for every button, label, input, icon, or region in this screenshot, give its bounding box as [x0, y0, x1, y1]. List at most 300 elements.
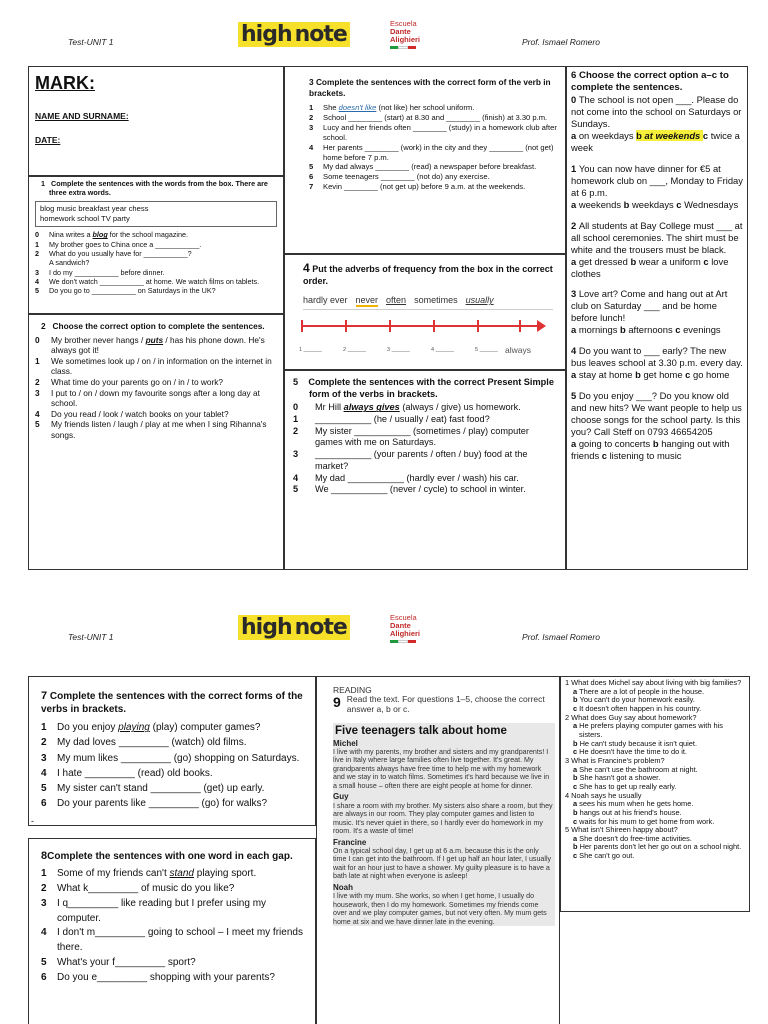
header2-test-unit: Test-UNIT 1 [68, 632, 114, 642]
text-span: waits for his mum to get home from work. [579, 816, 715, 826]
text-span: School ________ (start) at 8.30 and ________ (finish) at 3.30 p.m. [323, 113, 548, 123]
item-number: 1 [35, 355, 40, 366]
adverb-word: usually [465, 295, 494, 306]
option-b [620, 324, 675, 335]
text-span: hangs / [116, 334, 146, 345]
exercise-6 [566, 66, 748, 570]
text-span: Mr Hill [315, 402, 344, 413]
arrow-right-icon [537, 320, 546, 332]
ex6-item [571, 288, 743, 336]
item-text [315, 473, 519, 485]
exercise-5 [284, 370, 566, 570]
exercise-item [293, 484, 559, 496]
exercise-item [309, 113, 557, 123]
item-text [49, 258, 89, 267]
mark-box [28, 66, 284, 176]
person-name: Michel [333, 738, 358, 748]
text-span: b [635, 369, 644, 381]
item-text [315, 414, 490, 426]
item-text [51, 419, 277, 440]
ex4-title: 4 Put the adverbs of frequency from the box in the correct order. [303, 261, 553, 286]
exercise-item [35, 230, 277, 239]
text-span: go home [692, 369, 730, 381]
ex7-items [41, 720, 311, 811]
text-span: The school is not open ___. Please do not come into the school on Saturdays or Sundays. [571, 94, 742, 130]
item-text [57, 897, 311, 927]
text-span: c [685, 369, 693, 381]
item-number: 3 [41, 752, 47, 764]
item-text [315, 484, 526, 496]
exercise-7 [28, 676, 316, 826]
text-span: What's your f_________ sport? [57, 957, 196, 969]
reading-section: READING [333, 685, 372, 695]
text-span: What k_________ of music do you like? [57, 883, 235, 895]
item-number: 2 [41, 883, 47, 895]
text-span: love clothes [571, 255, 729, 279]
exercise-item [41, 926, 311, 956]
text-span: ___________ (he / usually / eat) fast food? [315, 414, 490, 425]
option-a [571, 324, 620, 335]
ex6-options [571, 130, 743, 154]
text-span: Her parents don't let her go out on a school night. [579, 842, 742, 852]
item-text [51, 335, 277, 356]
item-number: 1 [35, 239, 39, 249]
question-list [565, 679, 745, 861]
exercise-3 [284, 66, 566, 254]
item-number: 0 [35, 230, 39, 240]
exercise-9 [316, 676, 560, 1024]
text-span: a [573, 764, 580, 774]
option-a [571, 438, 653, 449]
text-span: b [573, 695, 580, 705]
text-span: c [675, 324, 684, 336]
text-span: c [702, 130, 711, 142]
text-span: b [623, 198, 632, 210]
text-span: c [703, 255, 712, 267]
item-text [57, 796, 267, 811]
text-span: stay at home [578, 369, 636, 381]
exercise-item [35, 286, 277, 295]
item-text [51, 409, 229, 420]
item-text [57, 956, 196, 971]
text-span: Some of my friends can't [57, 868, 170, 880]
text-span: get home [643, 369, 686, 381]
text-span: We sometimes look up / on / in information on the internet in class. [51, 355, 272, 377]
item-number: 4 [35, 408, 40, 419]
item-text [323, 162, 536, 172]
exercise-item [41, 781, 311, 796]
person-name: Francine [333, 837, 367, 847]
ex7-title: 7 Complete the sentences with the correct forms of the verbs in brackets. [41, 690, 303, 716]
text-span: A sandwich? [49, 258, 90, 268]
item-number: 0 [35, 334, 40, 345]
person-text: I live with my mum. She works, so when I get home, I usually do housework, then I do my homework. Sometimes my friends come over and we play computer games, but not very often. My mum gets home at six and we have dinner late in the evening. [333, 892, 547, 926]
exercise-item [41, 971, 311, 986]
text-span: 1 [571, 163, 579, 175]
question [565, 826, 745, 861]
item-number: 3 [309, 122, 314, 132]
exercise-item [293, 402, 559, 414]
option-a [571, 199, 624, 210]
ex8-items [41, 867, 311, 985]
item-number: 2 [35, 377, 40, 388]
text-span: My mum likes _________ (go) shopping on Saturdays. [57, 752, 300, 764]
school-logo-2: Escuela Dante Alighieri [390, 614, 420, 643]
school-logo: Escuela Dante Alighieri [390, 20, 420, 49]
item-number: 2 [293, 425, 299, 436]
item-text [323, 172, 490, 182]
text-span: (not like) her school uniform. [376, 103, 475, 113]
text-span: a [573, 799, 580, 809]
item-text [57, 751, 299, 766]
exercise-item [35, 388, 277, 409]
item-number: 3 [35, 267, 39, 277]
item-text [49, 286, 216, 295]
ex4-scale [301, 319, 551, 359]
text-span: Do you go to ___________ on Saturdays in the UK? [49, 286, 216, 296]
item-number: 4 [35, 277, 39, 287]
text-span: She can't use the bathroom at night. [579, 764, 698, 774]
text-span: Do you e_________ shopping with your parents? [57, 971, 275, 983]
ex6-options [571, 438, 743, 462]
highnote-logo-2: high note [238, 617, 350, 639]
text-span: 5 [571, 390, 579, 402]
exercise-item [309, 172, 557, 182]
item-number: 0 [293, 402, 299, 413]
text-span: listening to music [609, 449, 682, 461]
text-span: I don't m_________ going to school – I meet my friends there. [57, 927, 303, 954]
item-text [49, 249, 192, 258]
item-answer: blog [92, 230, 108, 240]
question [565, 679, 745, 714]
scale-slot: 1 ______ [299, 347, 322, 353]
text-span: My friends listen / laugh / play at me when I sing Rihanna's songs. [51, 419, 267, 441]
option-b [630, 256, 703, 267]
ex2-items [35, 335, 277, 441]
text-span: a [571, 198, 579, 210]
item-text [49, 277, 259, 286]
text-span: You can now have dinner for €5 at homework club on ___, Monday to Friday at 6 p.m. [571, 163, 743, 198]
exercise-item [35, 335, 277, 356]
option-a [571, 369, 635, 380]
exercise-item [35, 356, 277, 377]
exercise-item [309, 162, 557, 172]
option-a [571, 256, 630, 267]
item-text [323, 113, 547, 123]
exercise-item [293, 426, 559, 449]
item-number: 1 [41, 868, 47, 880]
text-span: 2 [571, 219, 579, 231]
text-span: a [571, 369, 579, 381]
item-answer: stand [169, 868, 194, 880]
text-span: c [601, 449, 610, 461]
item-number: 4 [293, 472, 299, 483]
question [565, 714, 745, 757]
exercise-item [41, 867, 311, 882]
text-span: c [573, 703, 580, 713]
exercise-item [293, 473, 559, 485]
exercise-item [35, 409, 277, 420]
text-span: b [630, 255, 639, 267]
text-span: Do you want to ___ early? The new bus leaves school at 3.30 p.m. every day. [571, 345, 743, 369]
item-number: 5 [35, 419, 40, 430]
item-text [51, 377, 223, 388]
person-name: Noah [333, 882, 353, 892]
adverb-word: never [355, 295, 379, 306]
text-span: You can't do your homework easily. [579, 695, 695, 705]
ex1-word-box: blog music breakfast year chess homework school TV party [35, 201, 277, 228]
option-c [676, 199, 738, 210]
item-number: 6 [41, 798, 47, 810]
item-answer: playing [118, 722, 150, 734]
exercise-item [41, 751, 311, 766]
person-name: Guy [333, 792, 349, 802]
ex9-header: 9 Read the text. For questions 1–5, choose the correct answer a, b or c. [333, 694, 545, 714]
adverb-word: hardly ever [303, 295, 348, 306]
text-span: a [571, 324, 579, 336]
exercise-item [35, 249, 277, 258]
question [565, 792, 745, 827]
mark-label: MARK: [35, 73, 95, 93]
item-number: 6 [309, 172, 314, 182]
ex1-title: 1 Complete the sentences with the words from the box. There are three extra words. [41, 179, 268, 198]
text-span: 3 [571, 288, 579, 300]
item-text [323, 143, 557, 163]
item-number: 2 [309, 113, 314, 123]
exercise-item [41, 766, 311, 781]
exercise-item [309, 182, 557, 192]
text-span: mornings [578, 324, 620, 336]
item-number: 4 [309, 142, 314, 152]
text-span: Kevin ________ (not get up) before 9 a.m. at the weekends. [323, 182, 526, 192]
text-span: I hate _________ (read) old books. [57, 767, 213, 779]
text-span: He prefers playing computer games with his sisters. [579, 721, 723, 739]
item-answer: doesn't like [338, 103, 377, 113]
item-answer: puts [145, 334, 164, 345]
text-span: Do you read / look / watch books on your tablet? [51, 408, 229, 419]
item-text [49, 240, 201, 249]
exercise-item [293, 449, 559, 472]
ex6-options [571, 324, 743, 336]
text-span: My dad always ________ (read) a newspaper before breakfast. [323, 162, 537, 172]
text-span: for the school magazine. [107, 230, 189, 240]
ex6-options [571, 369, 743, 381]
text-span: sees his mum when he gets home. [579, 799, 694, 809]
item-text [57, 720, 260, 735]
text-span: She doesn't do free-time activities. [579, 833, 692, 843]
text-span: hanging out with friends [571, 437, 730, 461]
text-span: She can't go out. [579, 851, 635, 861]
reading-text [333, 739, 555, 927]
text-span: a [571, 255, 579, 267]
text-span: What do you usually have for ___________? [49, 248, 192, 258]
text-span: twice a week [571, 130, 740, 154]
item-text [51, 356, 277, 377]
item-text [57, 867, 256, 882]
text-span: a [571, 437, 579, 449]
text-span: / has his phone down. He's always got it! [51, 334, 265, 356]
text-span: My dad ___________ (hardly ever / wash) his car. [315, 472, 519, 483]
item-number: 3 [35, 387, 40, 398]
text-span: wear a uniform [638, 255, 704, 267]
exercise-8 [28, 838, 316, 1024]
text-span: My dad loves _________ (watch) old films. [57, 737, 247, 749]
reading-title: Five teenagers talk about home [333, 723, 555, 739]
item-text [49, 268, 165, 277]
text-span: Do you enjoy ___? Do you know old and new hits? We want people to help us choose songs for the school party. Is this you? Call Steff on 0793 46654205 [571, 390, 742, 437]
exercise-item [293, 414, 559, 426]
ex2-title: 2 Choose the correct option to complete the sentences. [41, 321, 265, 331]
item-text [57, 766, 213, 781]
exercise-item [35, 277, 277, 286]
option-b [624, 199, 677, 210]
item-number: 5 [309, 162, 314, 172]
header2-prof: Prof. Ismael Romero [522, 632, 600, 642]
text-span: b [573, 842, 580, 852]
dash-mark: - [31, 816, 34, 826]
text-span: c [573, 816, 580, 826]
option-c [675, 324, 720, 335]
item-number: 3 [293, 449, 299, 460]
text-span: c [676, 198, 685, 210]
question-text: 3 What is Francine's problem? [565, 755, 665, 765]
item-number: 1 [41, 722, 47, 734]
text-span: (always / give) us homework. [399, 402, 521, 413]
question-text: 2 What does Guy say about homework? [565, 712, 697, 722]
ex3-title: 3 Complete the sentences with the correct form of the verb in brackets. [309, 77, 551, 98]
text-span: a [571, 130, 579, 142]
exercise-item [41, 956, 311, 971]
text-span: Wednesdays [684, 198, 739, 210]
question-option-c [565, 852, 745, 861]
text-span: There are a lot of people in the house. [579, 686, 705, 696]
text-span: Do you enjoy [57, 722, 119, 734]
text-span: a [573, 686, 580, 696]
text-span: What time do your parents go on / in / to work? [51, 377, 224, 388]
text-span: My brother never [51, 334, 117, 345]
item-number: 4 [41, 927, 47, 939]
ex6-item [571, 220, 743, 280]
adverb-word: sometimes [414, 295, 458, 306]
item-text [315, 449, 559, 472]
item-text [323, 123, 557, 143]
text-span: My sister ___________ (sometimes / play) computer games with me on Saturdays. [315, 425, 529, 448]
ex6-options [571, 256, 743, 280]
question [565, 757, 745, 792]
ex6-item [571, 94, 743, 154]
item-text [49, 230, 188, 239]
text-span: c [573, 851, 580, 861]
ex6-title: 6 Choose the correct option a–c to complete the sentences. [571, 70, 729, 94]
exercise-item [309, 123, 557, 143]
text-span: Love art? Come and hang out at Art club on Saturday ___ and be home before lunch! [571, 288, 728, 324]
reading-questions [560, 676, 750, 912]
ex6-item [571, 390, 743, 462]
text-span: a [573, 833, 580, 843]
text-span: We don't watch ___________ at home. We watch films on tablets. [49, 277, 260, 287]
item-text [315, 402, 521, 414]
text-span: 4 [571, 345, 579, 357]
text-span: (play) computer games? [149, 722, 261, 734]
person-text: I live with my parents, my brother and sisters and my grandparents! I live in Italy where large families often live together. It's great. My grandparents always have free time to help me with my homework and we stay in to watch films. Sometimes it's hard because we live in a small house – often there are eight people at home for dinner. [333, 748, 550, 790]
exercise-item [35, 419, 277, 440]
scale-slot: 4 ______ [431, 347, 454, 353]
item-text [57, 926, 311, 956]
ex6-items [571, 94, 743, 461]
text-span: on weekdays [578, 130, 637, 142]
text-span: My sister can't stand _________ (get) up early. [57, 783, 265, 795]
ex8-title: 8Complete the sentences with one word in each gap. [41, 850, 293, 862]
item-number: 1 [309, 103, 314, 113]
text-span: 0 [571, 94, 579, 106]
text-span: He doesn't have the time to do it. [579, 747, 687, 757]
item-text [323, 103, 474, 113]
text-span: Lucy and her friends often ________ (study) in a homework club after school. [323, 122, 557, 142]
item-text [57, 735, 247, 750]
text-span: going to concerts [578, 437, 653, 449]
text-span: at weekends [644, 130, 703, 142]
option-c [685, 369, 729, 380]
header-prof: Prof. Ismael Romero [522, 37, 600, 47]
exercise-4 [284, 254, 566, 370]
ex5-items [293, 402, 559, 496]
text-span: My brother goes to China once a ___________. [49, 239, 202, 249]
exercise-item [35, 258, 277, 267]
text-span: a [573, 721, 580, 731]
exercise-item [41, 897, 311, 927]
highnote-logo: high note [238, 24, 350, 46]
item-number: 6 [41, 971, 47, 983]
text-span: She [323, 103, 339, 113]
text-span: All students at Bay College must ___ at all school ceremonies. The shirt must be white and the trousers must be black. [571, 219, 743, 255]
exercise-item [41, 796, 311, 811]
item-number: 3 [41, 897, 47, 909]
text-span: I do my ___________ before dinner. [49, 267, 165, 277]
text-span: weekends [578, 198, 624, 210]
item-text [51, 388, 277, 409]
scale-slot: 5 ______ [475, 347, 498, 353]
date-label: DATE: [35, 135, 61, 145]
item-text [315, 426, 559, 449]
name-label: NAME AND SURNAME: [35, 111, 129, 121]
item-text [323, 182, 525, 192]
scale-slot: 3 ______ [387, 347, 410, 353]
scale-slot: 2 ______ [343, 347, 366, 353]
text-span: Some teenagers ________ (not do) any exercise. [323, 172, 490, 182]
option-b [636, 130, 703, 141]
text-span: Her parents ________ (work) in the city and they ________ (not get) home before 7 p.m. [323, 142, 554, 162]
item-number: 5 [35, 286, 39, 296]
exercise-item [41, 720, 311, 735]
item-number: 2 [35, 248, 39, 258]
item-text [57, 882, 234, 897]
item-number: 4 [41, 767, 47, 779]
item-number [35, 258, 49, 267]
text-span: b [573, 738, 580, 748]
exercise-item [309, 103, 557, 113]
item-text [57, 781, 264, 796]
item-number: 1 [293, 414, 299, 425]
text-span: b [652, 437, 662, 449]
ex1-items [35, 230, 277, 296]
item-number: 7 [309, 182, 314, 192]
option-c [602, 450, 682, 461]
question-option-a [565, 722, 745, 739]
text-span: afternoons [628, 324, 676, 336]
italian-flag-icon [390, 46, 416, 49]
text-span: b [573, 807, 580, 817]
person-text: I share a room with my brother. My sisters also share a room, but they are always in our room. They play computer games and listen to music. It's never quiet in there, so I hardly ever do homework in my room. It's a waste of time! [333, 801, 553, 836]
